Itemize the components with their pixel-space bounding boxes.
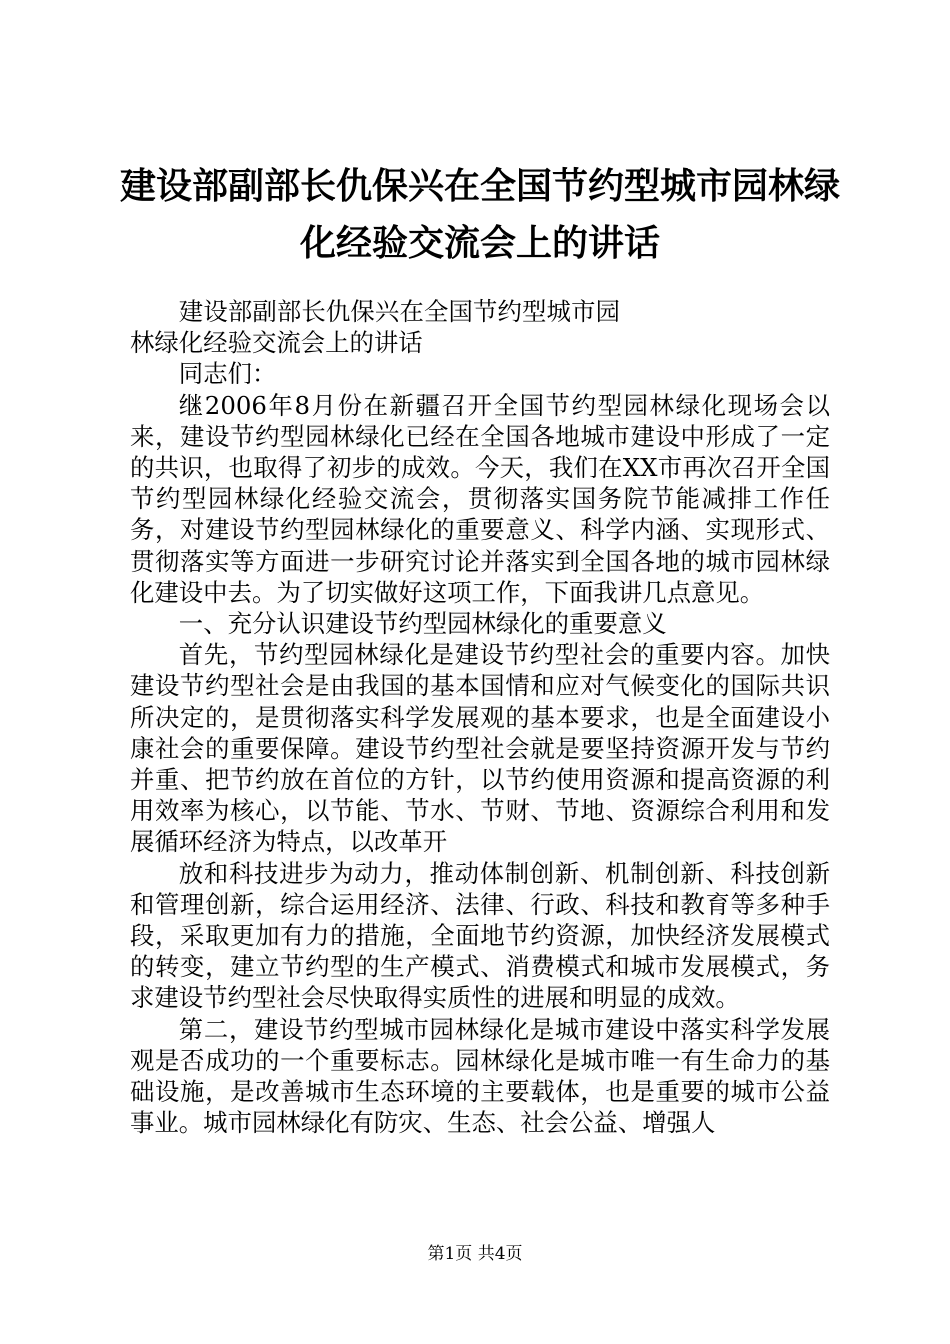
document-body — [130, 296, 830, 1138]
body-paragraph: 首先，节约型园林绿化是建设节约型社会的重要内容。加快建设节约型社会是由我国的基本国情和应对气候变化的国际共识所决定的，是贯彻落实科学发展观的基本要求，也是全面建设小康社会的重要保障。建设节约型社会就是要坚持资源开发与节约并重、把节约放在首位的方针，以节约使用资源和提高资源的利用效率为核心，以节能、节水、节财、节地、资源综合利用和发展循环经济为特点，以改革开 — [130, 640, 830, 857]
body-paragraph: 继2006年8月份在新疆召开全国节约型园林绿化现场会以来，建设节约型园林绿化已经在全国各地城市建设中形成了一定的共识，也取得了初步的成效。今天，我们在XX市再次召开全国节约型园林绿化经验交流会，贯彻落实国务院节能减排工作任务，对建设节约型园林绿化的重要意义、科学内涵、实现形式、贯彻落实等方面进一步研究讨论并落实到全国各地的城市园林绿化建设中去。为了切实做好这项工作，下面我讲几点意见。 — [130, 390, 830, 607]
document-title: 建设部副部长仇保兴在全国节约型城市园林绿化经验交流会上的讲话 — [120, 165, 841, 264]
body-paragraph: 第二，建设节约型城市园林绿化是城市建设中落实科学发展观是否成功的一个重要标志。园林绿化是城市唯一有生命力的基础设施，是改善城市生态环境的主要载体，也是重要的城市公益事业。城市园林绿化有防灾、生态、社会公益、增强人 — [130, 1014, 830, 1138]
section-heading: 一、充分认识建设节约型园林绿化的重要意义 — [178, 609, 667, 639]
subtitle-paragraph: 建设部副部长仇保兴在全国节约型城市园林绿化经验交流会上的讲话 — [130, 297, 620, 358]
body-paragraph: 放和科技进步为动力，推动体制创新、机制创新、科技创新和管理创新，综合运用经济、法律、行政、科技和教育等多种手段，采取更加有力的措施，全面地节约资源，加快经济发展模式的转变，建立节约型的生产模式、消费模式和城市发展模式，务求建设节约型社会尽快取得实质性的进展和明显的成效。 — [130, 858, 830, 1013]
salutation-paragraph: 同志们： — [178, 359, 277, 389]
page-number-footer: 第1页 共4页 — [427, 1244, 523, 1264]
